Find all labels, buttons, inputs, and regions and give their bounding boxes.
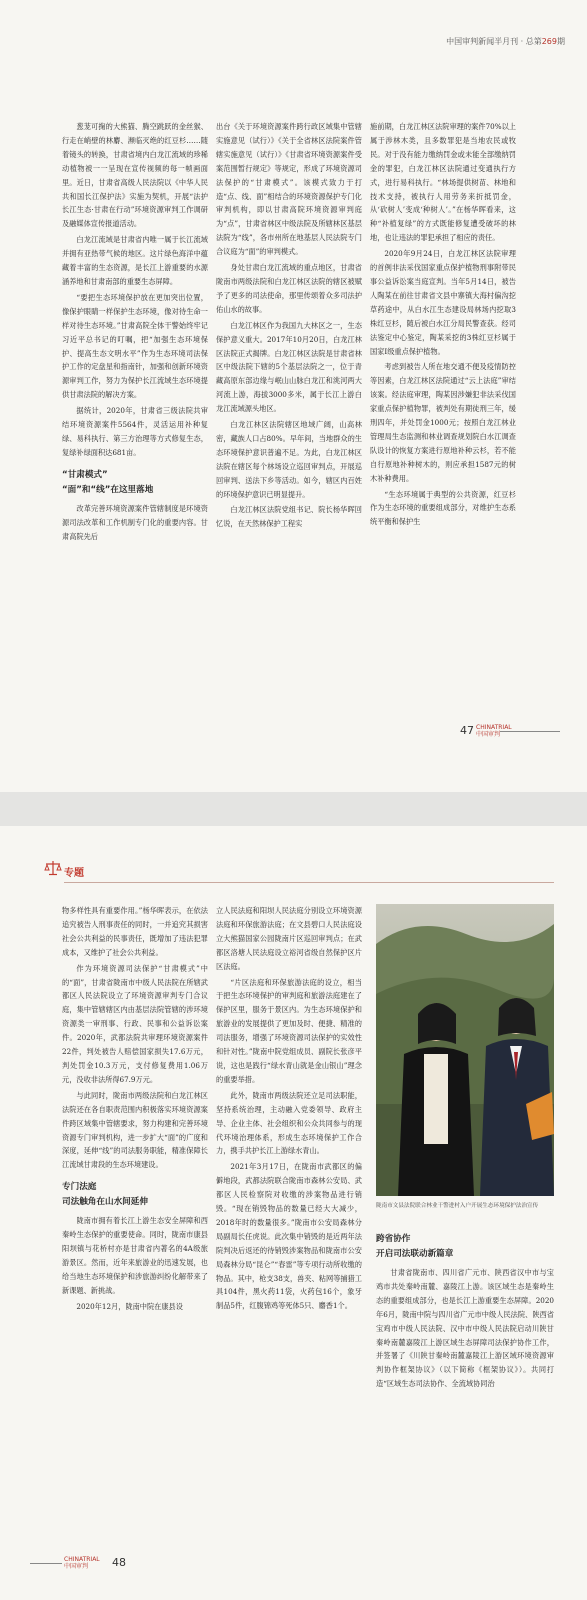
section-heading [62,468,208,498]
photo-caption: 陇南市文县法院联合林业干警进村入户开展生态环境保护法治宣传 [376,1203,539,1209]
paragraph: 施前期，白龙江林区法院审理的案件70%以上属于涉林木类，且多数罪犯是当地农民或牧民。对于没有能力缴纳罚金或未能全部缴纳罚金的罪犯，白龙江林区法院通过变通执行方式，进行易科执行。“林场提供树苗、林地和技术支持，被执行人用劳务来折抵罚金，从‘砍树人’变成‘种树人’。”在杨华晖看来，这种“补植复绿”的方式既能修复遭受破坏的林地，也让违法的罪犯承担了相应的责任。 [370,122,516,243]
header-text: 中国审判新闻半月刊 · 总第 [446,37,542,46]
paragraph: 白龙江林区作为我国九大林区之一，生态保护意义重大。2017年10月20日，白龙江林区法院正式揭牌。白龙江林区法院是甘肃省林区中级法院下辖的5个基层法院之一，位于青藏高原东部边缘与岷山山脉白龙江和洮河两大河流上游，海拔3000多米，属于长江上游白龙江流域源头地区。 [216,320,362,414]
article-column-2 [216,904,362,1544]
paragraph: 与此同时，陇南市两级法院和白龙江林区法院还在各自职责范围内积极落实环境资源案件跨区域集中管辖要求，努力构建和完善环境资源专门审判机构，进一步扩大“面”的广度和深度，延伸“线”的司法服务职能，精准保障长江流域甘肃段的生态环境建设。 [62,1090,208,1170]
section-heading-line2: 开启司法联动新篇章 [376,1249,454,1259]
paragraph: 2021年3月17日，在陇南市武都区的偏僻地段，武都法院联合陇南市森林公安局、武都区人民检察院对收缴的涉案物品进行销毁。“现在销毁物品的数量已经大大减少，2018年时的数量很多。”陇南市公安局森林分局副局长任虎说。此次集中销毁的是近两年法院判决后返还的待销毁涉案物品和陇南市公安局森林分局“昆仑”“春雷”等专项行动所收缴的物品。其中，枪支38支，兽夹、粘网等捕猎工具104件，黑火药11袋，火药包16个，象牙制品5件，红腹锦鸡等死体5只、麝香1个。 [216,1162,362,1311]
photo-court-staff-outdoors [376,904,554,1196]
paragraph: 物多样性具有重要作用。”杨华晖表示，在依法追究被告人刑事责任的同时，一并追究其损害社会公共利益的民事责任，既增加了违法犯罪成本，又维护了社会公共利益。 [62,906,208,957]
running-header [446,36,565,47]
paragraph: 考虑到被告人所在地交通不便及疫情防控等因素，白龙江林区法院通过“云上法庭”审结该案。经法庭审理，陶某因涉嫌犯非法采伐国家重点保护植物罪，被判处有期徒刑三年，缓刑四年，并处罚金1000元；按照白龙江林业管理局生态监测和林业调查规划院白水江调查队设计的恢复方案进行原地补种云杉，若不能自行原地补种树木的，则应承担1587元的树木补种费用。 [370,362,516,483]
topic-divider [64,882,554,883]
paragraph: 白龙江林区法院党组书记、院长杨华晖回忆说，在天然林保护工程实 [216,505,362,529]
footer-rule [30,1563,62,1564]
paragraph: 据统计，2020年，甘肃省三级法院共审结环境资源案件5564件，灵活运用补种复绿、易科执行、第三方治理等方式修复生态，复绿补绿面积达681亩。 [62,406,208,457]
paragraph: 此外，陇南市两级法院还立足司法职能，坚持系统治理，主动融入党委领导、政府主导、企业主体、社会组织和公众共同参与的现代环境治理体系，形成生态环境保护工作合力，携手共护长江上游绿水青山。 [216,1090,362,1156]
scales-of-justice-icon [44,860,62,876]
paragraph: 葱茏可掬的大熊猫、腾空跳跃的金丝猴、行走在峭壁的林麝、濒临灭绝的红豆杉……随着镜头的转换，甘肃省境内白龙江流域的珍稀动植物被一一呈现在宣传视频的每一帧画面里。近日，甘肃省高级人民法院以《中华人民共和国长江保护法》实施为契机，开展“法护长江生态·甘肃在行动”环境资源审判工作调研及融媒体宣传报道活动。 [62,122,208,229]
paragraph: “要把生态环境保护放在更加突出位置，像保护眼睛一样保护生态环境，像对待生命一样对待生态环境。”甘肃高院全体干警始终牢记习近平总书记的叮嘱，把“加强生态环境保护、提高生态文明水平”作为生态环境司法保护工作的定盘星和指南针，加强和创新环境资源审判工作，努力为保护长江流域生态环境提供甘肃法院的解决方案。 [62,292,208,400]
section-heading [376,1232,554,1262]
logo-text-chinese: 中国审判 [476,731,501,738]
article-column-3 [370,120,516,710]
page-48 [0,826,587,1600]
section-heading-line1: 专门法庭 [62,1182,97,1193]
page-number: 47 [460,724,474,737]
paragraph: 立人民法庭和阳坝人民法庭分别设立环境资源法庭和环保旅游法庭；在文县碧口人民法庭设立大熊猫国家公园陇南片区巡回审判点；在武都区洛塘人民法庭设立裕河省级自然保护区片区法庭。 [216,906,362,971]
logo-text-latin: CHINATRIAL [476,724,512,731]
paragraph: “片区法庭和环保旅游法庭的设立，相当于把生态环境保护的审判庭和旅游法庭建在了保护区里，服务于景区内。为生态环境保护和旅游业的发展提供了更加及时、便捷、精准的司法服务，增强了环境资源司法保护的实效性和针对性。”陇南中院党组成员、副院长张彦平说，这也是践行“绿水青山就是金山银山”理念的重要举措。 [216,977,362,1084]
article-column-3 [376,1230,554,1550]
section-heading-line1: “甘肃模式” [62,469,108,480]
paragraph: “生态环境属于典型的公共资源，红豆杉作为生态环境的重要组成部分，对维护生态系统平衡和保护生 [370,489,516,527]
section-heading-line2: “面”和“线”在这里落地 [62,484,154,495]
footer-rule [500,731,560,732]
section-heading-line2: 司法触角在山水间延伸 [62,1197,148,1208]
paragraph: 白龙江流域是甘肃省内唯一属于长江流域并拥有亚热带气候的地区。这片绿色海洋中蕴藏着丰富的生态资源，是长江上游重要的水源涵养地和甘肃南部的重要生态屏障。 [62,235,208,286]
section-heading-line1: 跨省协作 [376,1234,411,1244]
paragraph: 2020年12月，陇南中院在康县设 [76,1301,183,1311]
paragraph: 2020年9月24日，白龙江林区法院审理的首例非法采伐国家重点保护植物刑事附带民事公益诉讼案当庭宣判。当年5月14日，被告人陶某在前往甘肃省文县中寨镇大海村偏沟挖草药途中，从白水江生态建设局林场内挖取3株红豆杉，随后被白水江分局民警查获。经司法鉴定中心鉴定，陶某采挖的3株红豆杉属于国家Ⅰ级重点保护植物。 [370,249,516,356]
paragraph: 陇南市拥有着长江上游生态安全屏障和西秦岭生态保护的重要使命。同时，陇南市康县阳坝镇与花桥村亦是甘肃省内著名的4A级旅游景区。然而，近年来旅游业的迅速发展，也给当地生态环境保护和涉旅游纠纷化解带来了新课题、新挑战。 [62,1216,208,1295]
article-column-1 [62,120,208,710]
paragraph: 白龙江林区法院辖区地域广阔，山高林密，藏族人口占80%。早年间，当地群众的生态环境保护意识普遍不足。为此，白龙江林区法院在辖区每个林场设立巡回审判点，开展巡回审判、送法下乡等活动。如今，辖区内百姓的环境保护意识已明显提升。 [216,420,362,499]
logo-text-chinese: 中国审判 [64,1563,89,1570]
topic-label: 专题 [64,868,84,879]
header-issue-number: 269 [541,37,557,46]
logo-text-latin: CHINATRIAL [64,1556,100,1563]
paragraph: 甘肃省陇南市、四川省广元市、陕西省汉中市与宝鸡市共处秦岭南麓、嘉陵江上游。该区域生态是秦岭生态的重要组成部分，也是长江上游重要生态屏障。2020年6月，陇南中院与四川省广元市中级人民法院、陕西省宝鸡市中级人民法院、汉中市中级人民法院启动川陕甘秦岭南麓嘉陵江上游区域生态屏障司法保护协作工作，并签署了《川陕甘秦岭南麓嘉陵江上游区域环境资源审判协作框架协议》（以下简称《框架协议》）。共同打造“区域生态司法协作、全流域协同治 [376,1268,554,1389]
article-column-1 [62,904,208,1544]
paragraph: 身处甘肃白龙江流域的重点地区，甘肃省陇南市两级法院和白龙江林区法院的辖区被赋予了更多的司法使命，那里传颂着众多司法护佑山水的故事。 [216,263,362,314]
page-47 [0,0,587,792]
header-suffix: 期 [557,37,565,46]
photo-illustration [376,904,554,1196]
paragraph: 作为环境资源司法保护“甘肃模式”中的“面”，甘肃省陇南市中级人民法院在所辖武都区人民法院设立了环境资源审判专门合议庭，集中管辖辖区内由基层法院管辖的涉环境资源类一审刑事、行政、民事和公益诉讼案件。2020年，武都法院共审理环境资源案件22件，判处被告人赔偿国家损失17.6万元，判处罚金10.3万元，支付修复费用1.06万元，没收非法所得67.9万元。 [62,963,208,1084]
page-number: 48 [112,1556,126,1569]
paragraph: 改革完善环境资源案件管辖制度是环境资源司法改革和工作机制专门化的重要内容。甘肃高院先后 [62,503,208,541]
magazine-logo [64,1556,100,1570]
section-heading [62,1180,208,1210]
article-column-2 [216,120,362,710]
paragraph: 出台《关于环境资源案件跨行政区域集中管辖实施意见（试行）》《关于全省林区法院案件管辖实施意见（试行）》《甘肃省环境资源案件受案范围暂行规定》等规定，形成了环境资源司法保护的“甘肃模式”。该模式致力于打造“点、线、面”相结合的环境资源保护专门化审判机构，即以甘肃高院环境资源审判庭为“点”，甘肃省林区中级法院及所辖林区基层法院为“线”，各市州所在地基层人民法院专门合议庭为“面”的审判模式。 [216,122,362,257]
